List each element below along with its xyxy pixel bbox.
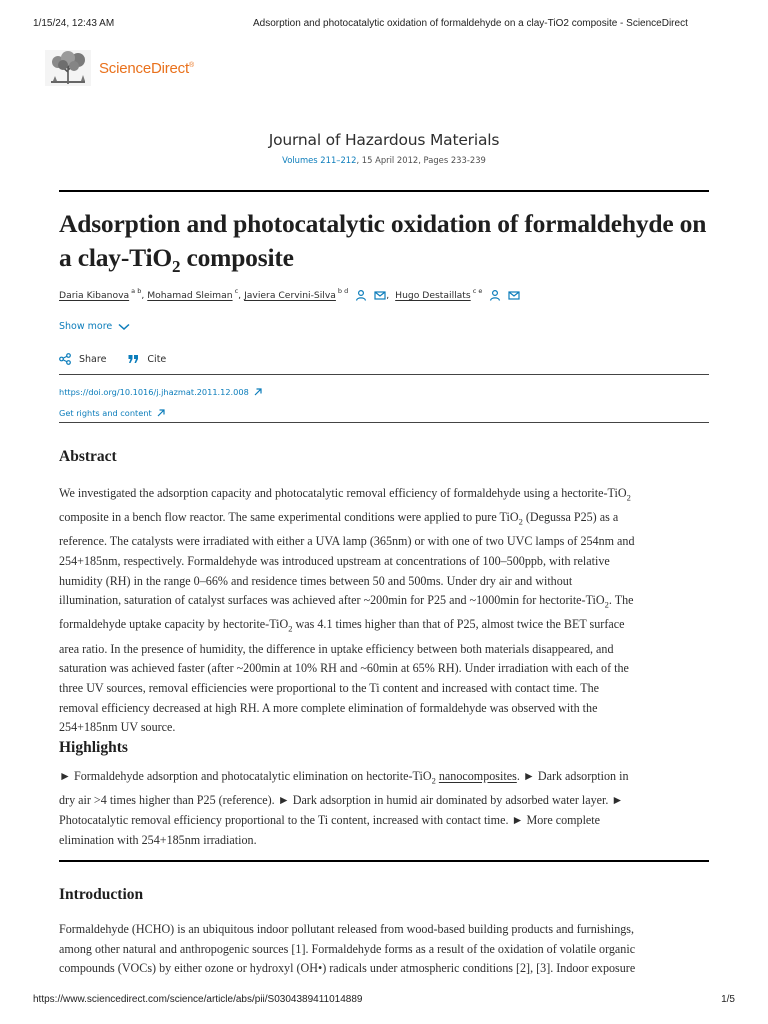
rights-link[interactable]: Get rights and content <box>59 406 262 420</box>
print-page-title: Adsorption and photocatalytic oxidation of formaldehyde on a clay-TiO2 composite - ScienceDirect <box>253 18 688 29</box>
print-page-number: 1/5 <box>721 994 735 1005</box>
envelope-icon[interactable] <box>374 289 386 301</box>
doi-link[interactable]: https://doi.org/10.1016/j.jhazmat.2011.12.008 <box>59 385 262 399</box>
author-entry[interactable]: Javiera Cervini-Silva $^{b d}$ , <box>244 287 390 301</box>
journal-header <box>0 131 768 165</box>
section-divider <box>59 860 709 862</box>
share-button[interactable] <box>59 353 106 365</box>
author-entry[interactable]: Daria Kibanova $^{a b}$ , <box>59 287 145 301</box>
author-name[interactable]: Mohamad Sleiman <box>147 289 233 301</box>
introduction-heading: Introduction <box>59 886 144 903</box>
share-icon <box>59 353 71 365</box>
journal-name[interactable]: Journal of Hazardous Materials <box>268 131 500 149</box>
share-label: Share <box>79 353 107 365</box>
article-links <box>59 385 262 427</box>
print-date: 1/15/24, 12:43 AM <box>33 18 115 29</box>
highlights-heading: Highlights <box>59 739 128 756</box>
author-entry[interactable]: Mohamad Sleiman $^c$ , <box>147 287 242 301</box>
links-divider-bottom <box>59 422 709 423</box>
sciencedirect-wordmark: ScienceDirect® <box>99 59 194 77</box>
article-actions <box>59 353 188 365</box>
highlights-text: ► Formaldehyde adsorption and photocatalytic elimination on hectorite-TiO$_2$ nanocomposites. ► Dark adsorption in dry air >4 times higher than P25 (reference). ► Dark adsorption in humid air dominated by adsorbed water layer. ► Photocatalytic removal efficiency proportional to the Ti content, increased with contact time. ► More complete elimination with 254+185nm irradiation. <box>59 769 629 847</box>
introduction-text: Formaldehyde (HCHO) is an ubiquitous indoor pollutant released from wood-based building products and furnishings, among other natural and anthropogenic sources [1]. Formaldehyde forms as a result of the oxidation of volatile organic compounds (VOCs) by either ozone or hydroxyl (OH•) radicals under atmospheric conditions [2], [3]. Indoor exposure <box>59 922 636 976</box>
author-name[interactable]: Javiera Cervini-Silva <box>244 289 336 301</box>
elsevier-tree-icon <box>45 50 91 86</box>
print-url: https://www.sciencedirect.com/science/article/abs/pii/S0304389411014889 <box>33 994 363 1005</box>
external-link-icon <box>157 409 165 417</box>
nanocomposites-link[interactable]: nanocomposites <box>438 769 517 783</box>
chevron-down-icon <box>118 323 130 331</box>
author-name[interactable]: Hugo Destaillats <box>395 289 471 301</box>
links-divider-top <box>59 374 709 375</box>
issue-details: , 15 April 2012, Pages 233-239 <box>356 155 486 165</box>
author-affiliation: c e <box>472 287 483 295</box>
author-entry[interactable] <box>395 289 520 301</box>
person-icon[interactable] <box>489 289 501 301</box>
envelope-icon[interactable] <box>508 289 520 301</box>
external-link-icon <box>254 388 262 396</box>
author-affiliation: b d <box>337 287 349 295</box>
title-divider-top <box>59 190 709 192</box>
author-name[interactable]: Daria Kibanova <box>59 289 130 301</box>
show-more-button[interactable] <box>59 321 130 332</box>
quote-icon <box>128 354 139 364</box>
author-affiliation: a b <box>131 287 142 295</box>
show-more-label: Show more <box>59 321 113 332</box>
article-title: Adsorption and photocatalytic oxidation of formaldehyde on a clay-TiO$_2$ composite <box>59 209 707 277</box>
cite-label: Cite <box>147 353 167 365</box>
abstract-text: We investigated the adsorption capacity and photocatalytic removal efficiency of formaldehyde using a hectorite-TiO$_2$ composite in a bench flow reactor. The same experimental conditions were applied to pure TiO$_2$ (Degussa P25) as a reference. The catalysts were irradiated with either a UVA lamp (365nm) or with one of two UVC lamps of 254nm and 254+185nm, respectively. Formaldehyde was introduced upstream at concentrations of 100–500ppb, with relative humidity (RH) in the range 0–66% and residence times between 50 and 500ms. Under dry air and without illumination, saturation of catalyst surfaces was achieved after ~200min for P25 and ~1000min for hectorite-TiO$_2$. The formaldehyde uptake capacity by hectorite-TiO$_2$ was 4.1 times higher than that of P25, almost twice the BET surface area ratio. In the presence of humidity, the difference in uptake efficiency between both materials disappeared, and saturation was achieved faster (after ~200min at 10% RH and ~60min at 65% RH). Under irradiation with each of the three UV sources, removal efficiencies were proportional to the Ti content and increased with contact time. The removal efficiency decreased at high RH. A more complete elimination of formaldehyde was observed with the 254+185nm UV source. <box>59 486 635 735</box>
author-list <box>59 289 520 301</box>
abstract-heading: Abstract <box>59 448 117 465</box>
sciencedirect-logo[interactable] <box>45 50 194 86</box>
author-affiliation: c <box>234 287 239 295</box>
print-header <box>33 18 735 32</box>
journal-issue-info <box>0 155 768 165</box>
person-icon[interactable] <box>355 289 367 301</box>
volumes-link[interactable]: Volumes 211–212 <box>282 155 357 165</box>
cite-button[interactable] <box>128 354 166 365</box>
